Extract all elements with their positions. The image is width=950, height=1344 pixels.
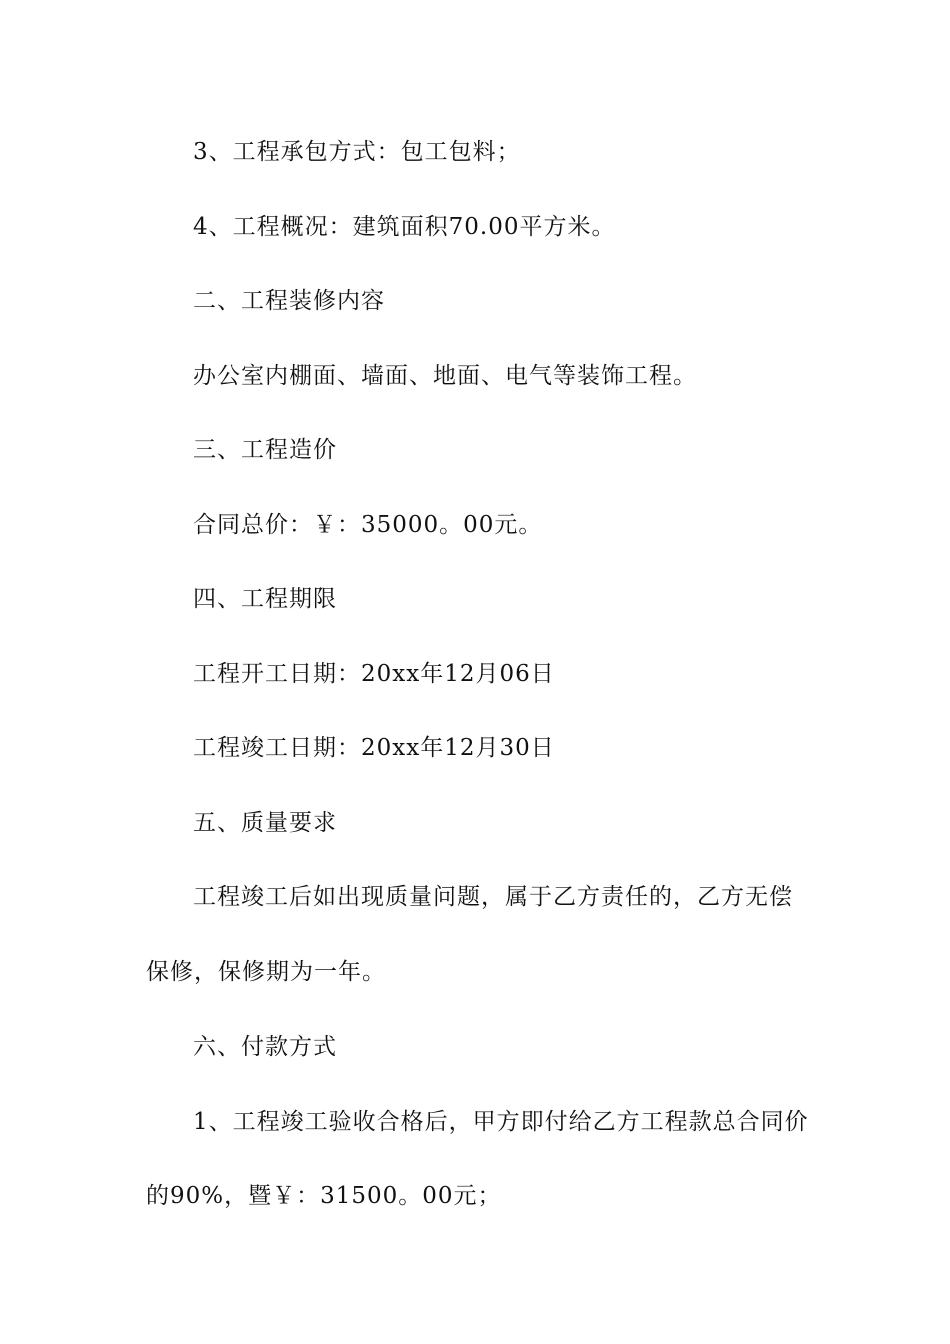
quality-paragraph-line-1: 工程竣工后如出现质量问题，属于乙方责任的，乙方无偿 — [193, 884, 793, 910]
quality-paragraph-line-2: 保修，保修期为一年。 — [146, 959, 386, 985]
project-overview-line: 4、工程概况：建筑面积70.00平方米。 — [193, 214, 616, 240]
completion-date-line: 工程竣工日期：20xx年12月30日 — [193, 735, 555, 761]
decoration-content-line: 办公室内棚面、墙面、地面、电气等装饰工程。 — [193, 363, 697, 389]
section-heading-period: 四、工程期限 — [193, 586, 337, 612]
start-date-line: 工程开工日期：20xx年12月06日 — [193, 661, 555, 687]
section-heading-decoration: 二、工程装修内容 — [193, 288, 385, 314]
total-price-line: 合同总价：￥：35000。00元。 — [193, 512, 543, 538]
contract-method-line: 3、工程承包方式：包工包料； — [193, 139, 521, 165]
section-heading-quality: 五、质量要求 — [193, 810, 337, 836]
section-heading-payment: 六、付款方式 — [193, 1034, 337, 1060]
payment-paragraph-line-2: 的90%，暨￥：31500。00元； — [146, 1183, 502, 1209]
payment-paragraph-line-1: 1、工程竣工验收合格后，甲方即付给乙方工程款总合同价 — [193, 1109, 809, 1135]
section-heading-cost: 三、工程造价 — [193, 437, 337, 463]
